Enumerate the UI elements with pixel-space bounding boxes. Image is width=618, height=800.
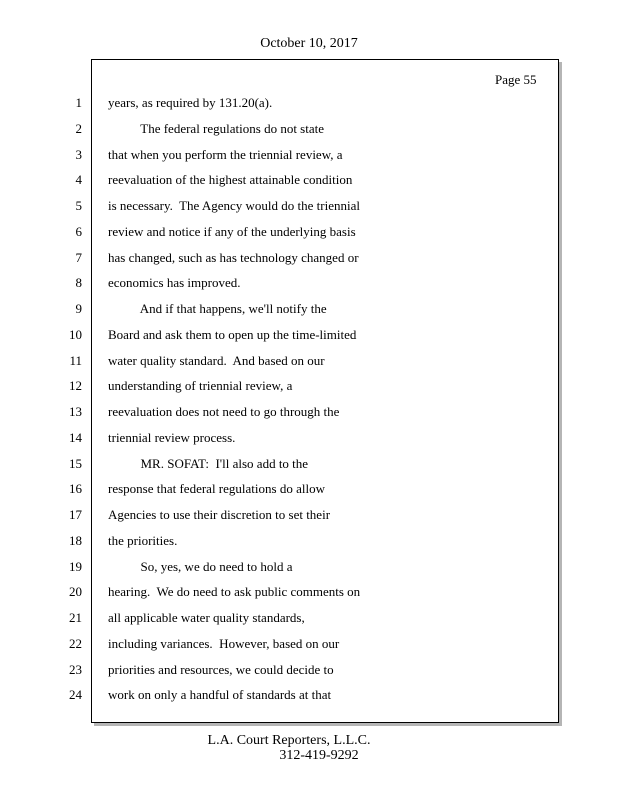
line-text: review and notice if any of the underlying basis bbox=[108, 224, 356, 239]
line-number: 11 bbox=[69, 353, 82, 368]
line-text: all applicable water quality standards, bbox=[108, 610, 305, 625]
line-number: 1 bbox=[75, 95, 82, 110]
line-number: 4 bbox=[75, 172, 82, 187]
line-text: MR. SOFAT: I'll also add to the bbox=[108, 456, 309, 471]
line-text: understanding of triennial review, a bbox=[108, 378, 293, 393]
line-number: 5 bbox=[75, 198, 82, 213]
header-date: October 10, 2017 bbox=[260, 36, 358, 51]
line-number: 23 bbox=[69, 662, 82, 677]
line-text: that when you perform the triennial review, a bbox=[108, 147, 343, 162]
line-number: 3 bbox=[75, 147, 82, 162]
line-number: 14 bbox=[69, 430, 82, 445]
line-text: economics has improved. bbox=[108, 275, 241, 290]
line-number: 24 bbox=[69, 687, 82, 702]
line-number: 19 bbox=[69, 559, 82, 574]
line-text: water quality standard. And based on our bbox=[108, 353, 325, 368]
line-number: 9 bbox=[75, 301, 82, 316]
line-number: 20 bbox=[69, 584, 82, 599]
line-text: has changed, such as has technology changed or bbox=[108, 250, 359, 265]
line-number: 13 bbox=[69, 404, 82, 419]
line-number: 8 bbox=[75, 275, 82, 290]
line-text: The federal regulations do not state bbox=[108, 121, 325, 136]
line-number: 18 bbox=[69, 533, 82, 548]
line-number: 10 bbox=[69, 327, 82, 342]
line-text: including variances. However, based on our bbox=[108, 636, 340, 651]
footer-company: L.A. Court Reporters, L.L.C. bbox=[207, 733, 371, 748]
line-number: 15 bbox=[69, 456, 82, 471]
line-text: Board and ask them to open up the time-limited bbox=[108, 327, 357, 342]
line-text: reevaluation does not need to go through the bbox=[108, 404, 340, 419]
line-text: response that federal regulations do allow bbox=[108, 481, 325, 496]
line-number: 2 bbox=[75, 121, 82, 136]
page-number: Page 55 bbox=[495, 72, 537, 87]
line-number: 6 bbox=[75, 224, 82, 239]
line-text: Agencies to use their discretion to set their bbox=[108, 507, 331, 522]
line-text: reevaluation of the highest attainable condition bbox=[108, 172, 353, 187]
line-text: years, as required by 131.20(a). bbox=[108, 95, 273, 110]
line-number: 16 bbox=[69, 481, 82, 496]
line-text: is necessary. The Agency would do the triennial bbox=[108, 198, 360, 213]
line-text: And if that happens, we'll notify the bbox=[108, 301, 327, 316]
line-number: 12 bbox=[69, 378, 82, 393]
line-number: 21 bbox=[69, 610, 82, 625]
footer-phone: 312-419-9292 bbox=[279, 748, 359, 763]
line-text: triennial review process. bbox=[108, 430, 236, 445]
line-number: 17 bbox=[69, 507, 82, 522]
line-text: hearing. We do need to ask public comments on bbox=[108, 584, 361, 599]
line-number: 7 bbox=[75, 250, 82, 265]
line-number: 22 bbox=[69, 636, 82, 651]
line-text: the priorities. bbox=[108, 533, 178, 548]
line-text: work on only a handful of standards at that bbox=[108, 687, 332, 702]
line-text: priorities and resources, we could decide to bbox=[108, 662, 334, 677]
line-text: So, yes, we do need to hold a bbox=[108, 559, 293, 574]
